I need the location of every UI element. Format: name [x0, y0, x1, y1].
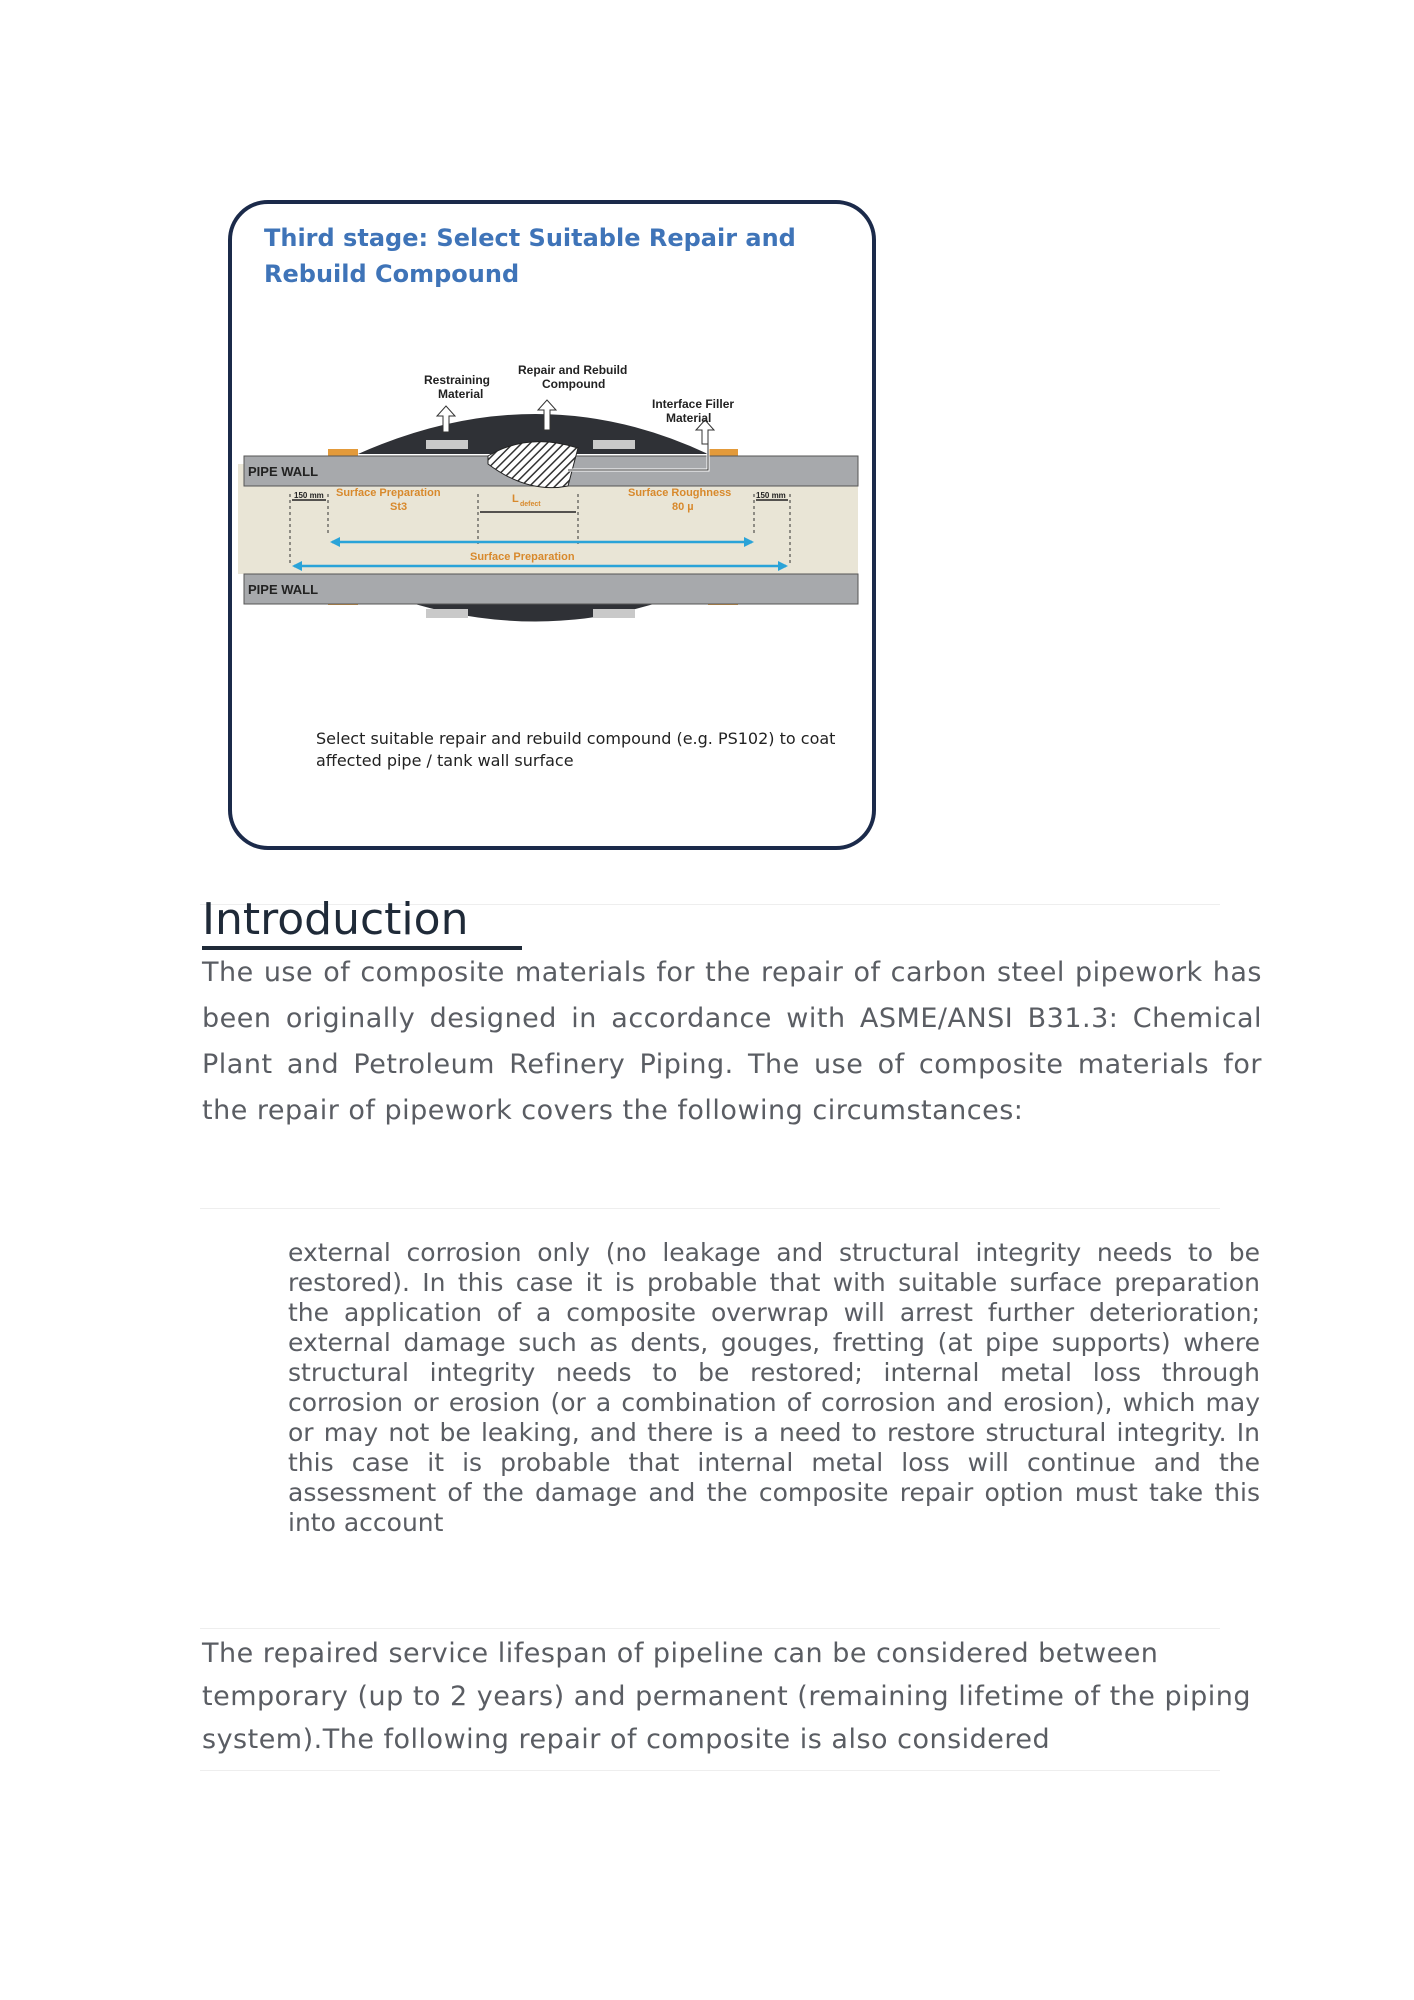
left-150-label: 150 mm [294, 491, 324, 500]
circumstances-list-item: external corrosion only (no leakage and structural integrity needs to be restored). In this case it is probable that with suitable surface preparation the application of a composite overwrap will arrest further deterioration; external damage such as dents, gouges, fretting (at pipe supports) where structural integrity needs to be restored; internal metal loss through corrosion or erosion (or a combination of corrosion and erosion), which may or may not be leaking, and there is a need to restore structural integrity. In this case it is probable that internal metal loss will continue and the assessment of the damage and the composite repair option must take this into account [288, 1238, 1260, 1537]
l-defect-sub-label: defect [520, 501, 541, 508]
label-filler-line1: Interface Filler [652, 397, 735, 411]
surface-prep-st3-line2: St3 [390, 501, 408, 513]
label-repair-line1: Repair and Rebuild [518, 363, 628, 377]
restraining-pad [426, 609, 468, 618]
label-restraining: Restraining [424, 373, 491, 387]
right-150-label: 150 mm [756, 491, 786, 500]
label-material: Material [438, 387, 484, 401]
section-heading: Introduction [202, 894, 469, 945]
l-defect-label: L [512, 493, 519, 505]
intro-paragraph: The use of composite materials for the repair of carbon steel pipework has been originally designed in accordance with ASME/ANSI B31.3: Chemical Plant and Petroleum Refinery Piping. The use of composite materials for the repair of pipework covers the following circumstances: [202, 957, 1262, 1126]
label-repair-line2: Compound [542, 377, 606, 391]
repair-stage-figure [228, 200, 876, 850]
divider [200, 1628, 1220, 1629]
pipe-repair-diagram [238, 344, 868, 704]
restraining-pad [593, 609, 635, 618]
pipe-wall-bottom-label: PIPE WALL [248, 582, 319, 597]
closing-paragraph: The repaired service lifespan of pipeline can be considered between temporary (up to 2 years) and permanent (remaining lifetime of the piping system).The following repair of composite is also considered [202, 1638, 1251, 1755]
label-filler-line2: Material [666, 411, 712, 425]
bottom-pipe-wall [244, 574, 858, 604]
divider [200, 1770, 1220, 1771]
figure-title: Third stage: Select Suitable Repair and Rebuild Compound [264, 224, 796, 288]
figure-caption: Select suitable repair and rebuild compound (e.g. PS102) to coat affected pipe / tank wall surface [316, 729, 836, 770]
surface-roughness-line1: Surface Roughness [628, 487, 732, 499]
pipe-wall-top-label: PIPE WALL [248, 464, 319, 479]
divider [200, 1208, 1220, 1209]
surface-prep-st3-line1: Surface Preparation [336, 487, 441, 499]
restraining-pad [593, 440, 635, 449]
surface-roughness-line2: 80 µ [672, 501, 694, 513]
restraining-pad [426, 440, 468, 449]
surface-prep-bottom-label: Surface Preparation [470, 551, 575, 563]
